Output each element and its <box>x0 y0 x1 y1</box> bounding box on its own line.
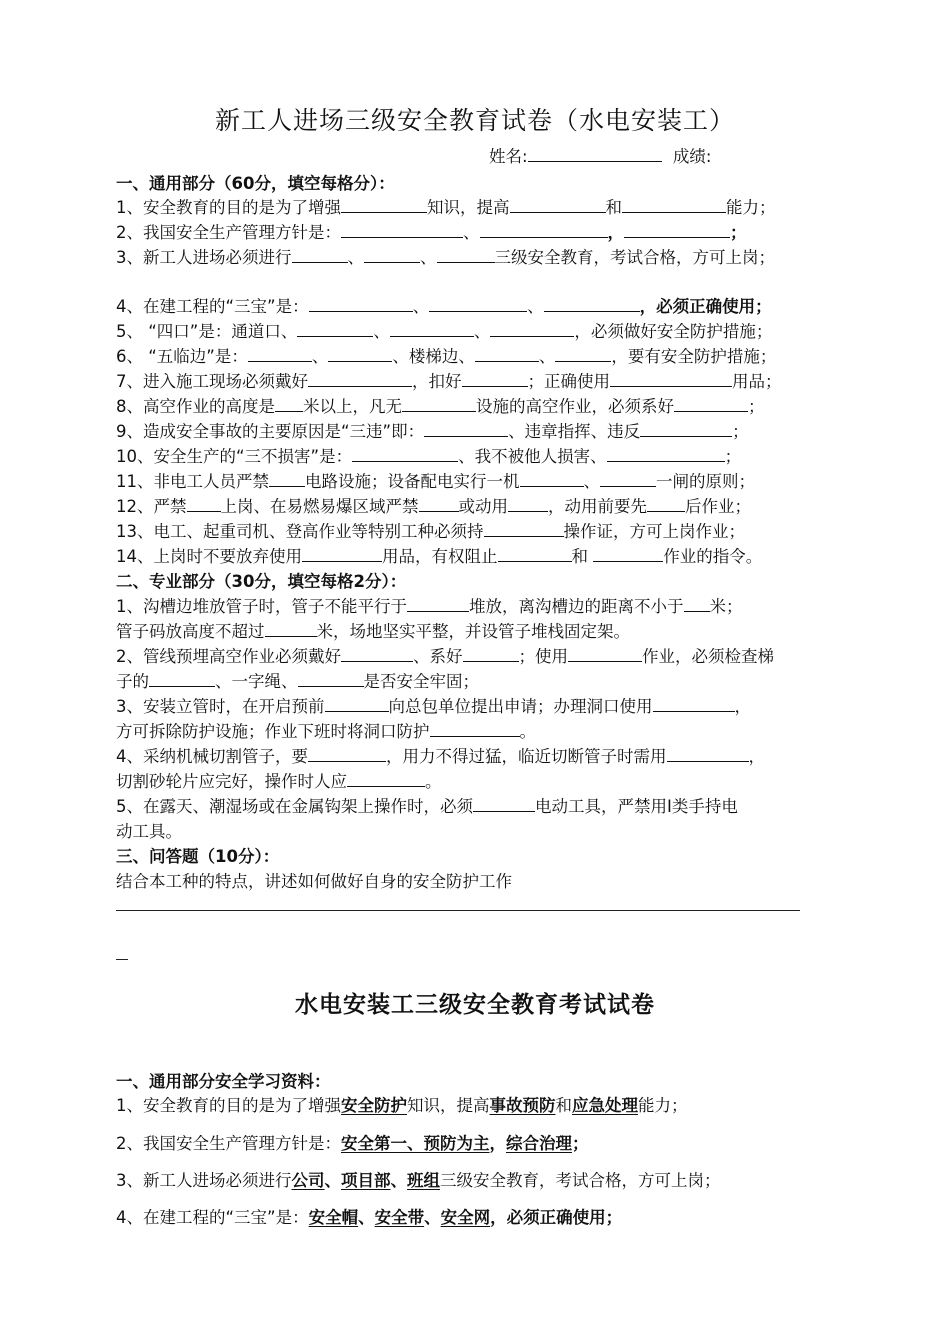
answer-text: 安全网 <box>440 1208 491 1227</box>
answer-blank[interactable] <box>298 669 364 687</box>
question-s2-q4-cont: 切割砂轮片应完好，操作时人应 。 <box>116 769 442 794</box>
answer-blank[interactable] <box>419 494 459 512</box>
answer-blank[interactable] <box>265 619 317 637</box>
answer-blank[interactable] <box>430 719 520 737</box>
answer-blank[interactable] <box>475 344 539 362</box>
score-label: 成绩: <box>672 147 712 166</box>
study-title: 水电安装工三级安全教育考试试卷 <box>295 992 655 1018</box>
study-q1: 1、安全教育的目的是为了增强安全防护知识，提高事故预防和应急处理能力； <box>116 1096 688 1115</box>
name-field[interactable] <box>528 144 662 162</box>
answer-text: 公司 <box>291 1171 325 1190</box>
question-s1-q13: 13、电工、起重司机、登高作业等特别工种必须持 操作证，方可上岗作业； <box>116 519 745 544</box>
answer-blank[interactable] <box>647 494 685 512</box>
question-s2-q4: 4、采纳机械切割管子，要 ，用力不得过猛，临近切断管子时需用 ， <box>116 744 765 769</box>
question-s1-q7: 7、进入施工现场必须戴好 ，扣好 ；正确使用 用品； <box>116 369 782 394</box>
answer-blank[interactable] <box>352 444 458 462</box>
question-s2-q1: 1、沟槽边堆放管子时，管子不能平行于 堆放，离沟槽边的距离不小于 米； <box>116 594 743 619</box>
answer-blank[interactable] <box>407 594 469 612</box>
answer-blank[interactable] <box>624 220 730 238</box>
answer-text: 安全帽 <box>308 1208 359 1227</box>
answer-blank[interactable] <box>429 294 527 312</box>
answer-text: 预防为主 <box>423 1134 490 1153</box>
answer-text: 项目部 <box>341 1171 391 1190</box>
answer-blank[interactable] <box>484 519 564 537</box>
question-s1-q6: 6、 “五临边”是： 、 、楼梯边、 、 ，要有安全防护措施； <box>116 344 776 369</box>
answer-text: 应急处理 <box>572 1096 638 1115</box>
question-s1-q1: 1、安全教育的目的是为了增强 知识，提高 和 能力； <box>116 195 776 220</box>
answer-blank[interactable] <box>328 344 392 362</box>
answer-blank[interactable] <box>555 344 611 362</box>
answer-blank[interactable] <box>341 220 463 238</box>
answer-blank[interactable] <box>480 220 608 238</box>
answer-blank[interactable] <box>341 644 413 662</box>
question-s1-q2: 2、我国安全生产管理方针是： 、 ， ； <box>116 220 747 245</box>
answer-blank[interactable] <box>510 195 606 213</box>
name-label: 姓名: <box>489 147 528 166</box>
answer-text: 安全第一 <box>341 1134 407 1153</box>
answer-text: 安全防护 <box>341 1096 407 1115</box>
answer-blank[interactable] <box>520 469 584 487</box>
answer-blank[interactable] <box>508 494 548 512</box>
answer-blank[interactable] <box>640 419 732 437</box>
answer-blank[interactable] <box>684 594 710 612</box>
answer-blank[interactable] <box>424 419 508 437</box>
study-heading: 一、通用部分安全学习资料： <box>116 1072 331 1091</box>
question-s1-q14: 14、上岗时不要放弃使用 用品，有权阻止 和 作业的指令。 <box>116 544 762 569</box>
question-s2-q3: 3、安装立管时，在开启预前 向总包单位提出申请；办理洞口使用 ， <box>116 694 751 719</box>
answer-blank[interactable] <box>653 694 735 712</box>
answer-blank[interactable] <box>498 544 572 562</box>
question-s2-q3-cont: 方可拆除防护设施；作业下班时将洞口防护 。 <box>116 719 536 744</box>
answer-blank[interactable] <box>347 769 425 787</box>
answer-blank[interactable] <box>308 369 412 387</box>
question-s1-q9: 9、造成安全事故的主要原因是“三违”即： 、违章指挥、违反 ； <box>116 419 749 444</box>
answer-text: 综合治理 <box>506 1134 572 1153</box>
answer-text: 安全带 <box>374 1208 425 1227</box>
question-s1-q3: 3、新工人进场必须进行 、 、 三级安全教育，考试合格，方可上岗； <box>116 245 775 270</box>
answer-blank[interactable] <box>490 319 574 337</box>
answer-blank[interactable] <box>462 369 528 387</box>
answer-blank[interactable] <box>568 644 642 662</box>
question-s1-q5: 5、 “四口”是：通道口、 、 、 ，必须做好安全防护措施； <box>116 319 772 344</box>
study-q4: 4、在建工程的“三宝”是：安全帽、安全带、安全网，必须正确使用； <box>116 1208 623 1227</box>
answer-blank[interactable] <box>364 245 420 263</box>
section1-heading: 一、通用部分（60分，填空每格分）： <box>116 174 395 193</box>
question-s1-q4: 4、在建工程的“三宝”是： 、 、 ，必须正确使用； <box>116 294 772 319</box>
answer-blank[interactable] <box>390 319 474 337</box>
answer-blank[interactable] <box>248 344 312 362</box>
answer-blank[interactable] <box>297 319 373 337</box>
question-s2-q1-cont: 管子码放高度不超过 米，场地坚实平整，并设管子堆栈固定架。 <box>116 619 630 644</box>
study-q3: 3、新工人进场必须进行公司、项目部、班组三级安全教育，考试合格，方可上岗； <box>116 1171 721 1190</box>
question-s2-q2-cont: 子的 、一字绳、 是否安全牢固； <box>116 669 479 694</box>
essay-question: 结合本工种的特点，讲述如何做好自身的安全防护工作 <box>116 872 512 891</box>
answer-blank[interactable] <box>437 245 495 263</box>
question-s1-q10: 10、安全生产的“三不损害”是： 、我不被他人损害、 ； <box>116 444 741 469</box>
question-s2-q2: 2、管线预埋高空作业必须戴好 、系好 ；使用 作业，必须检查梯 <box>116 644 774 669</box>
answer-blank[interactable] <box>402 394 476 412</box>
study-q2: 2、我国安全生产管理方针是：安全第一、预防为主，综合治理； <box>116 1134 589 1153</box>
answer-blank[interactable] <box>308 744 386 762</box>
answer-blank[interactable] <box>544 294 640 312</box>
answer-blank[interactable] <box>593 544 663 562</box>
answer-blank[interactable] <box>292 245 348 263</box>
answer-blank[interactable] <box>149 669 215 687</box>
section3-heading: 三、问答题（10分）： <box>116 847 280 866</box>
answer-blank[interactable] <box>309 294 413 312</box>
question-s1-q12: 12、严禁 上岗、在易燃易爆区域严禁 或动用 ，动用前要先 后作业； <box>116 494 751 519</box>
answer-blank[interactable] <box>325 694 389 712</box>
short-answer-line <box>116 959 128 960</box>
answer-text: 班组 <box>407 1171 440 1190</box>
question-s1-q11: 11、非电工人员严禁 电路设施；设备配电实行一机 、 一闸的原则； <box>116 469 755 494</box>
answer-blank[interactable] <box>275 394 303 412</box>
answer-blank[interactable] <box>463 644 519 662</box>
question-s2-q5-cont: 动工具。 <box>116 822 182 841</box>
answer-text: 事故预防 <box>489 1096 556 1115</box>
answer-blank[interactable] <box>302 544 382 562</box>
name-score-line <box>489 144 711 169</box>
answer-blank[interactable] <box>269 469 305 487</box>
answer-blank[interactable] <box>610 369 732 387</box>
answer-blank[interactable] <box>622 195 726 213</box>
answer-blank[interactable] <box>341 195 427 213</box>
answer-line[interactable] <box>116 910 800 911</box>
answer-blank[interactable] <box>674 394 748 412</box>
answer-blank[interactable] <box>473 794 535 812</box>
answer-blank[interactable] <box>607 444 725 462</box>
answer-blank[interactable] <box>600 469 656 487</box>
answer-blank[interactable] <box>667 744 749 762</box>
question-s2-q5: 5、在露天、潮湿场或在金属钩架上操作时，必须 电动工具，严禁用Ⅰ类手持电 <box>116 794 738 819</box>
question-s1-q8: 8、高空作业的高度是 米以上，凡无 设施的高空作业，必须系好 ； <box>116 394 765 419</box>
answer-blank[interactable] <box>187 494 221 512</box>
section2-heading: 二、专业部分（30分，填空每格2分）： <box>116 572 407 591</box>
exam-title: 新工人进场三级安全教育试卷（水电安装工） <box>214 106 735 135</box>
